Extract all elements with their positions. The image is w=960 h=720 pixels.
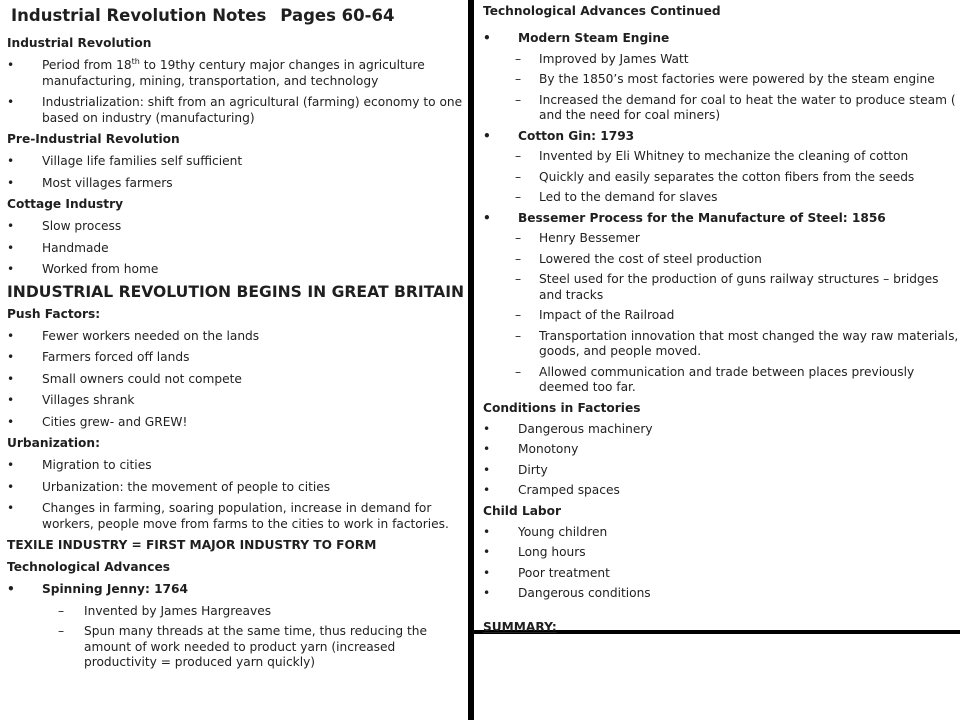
- dash-steam-item: – Increased the demand for coal to heat the water to produce steam ( and the need for coal miners): [483, 93, 960, 124]
- heading-conditions-factories: Conditions in Factories: [483, 400, 641, 415]
- heading-industrial-revolution: Industrial Revolution: [7, 36, 152, 50]
- bullet-conditions-item: • Cramped spaces: [483, 483, 960, 499]
- heading-pre-industrial: Pre-Industrial Revolution: [7, 132, 180, 146]
- bullet-conditions-item: • Dangerous machinery: [483, 422, 960, 438]
- heading-push-factors: Push Factors:: [7, 306, 101, 321]
- heading-child-labor: Child Labor: [483, 503, 562, 518]
- dash-gin-item: – Quickly and easily separates the cotton fibers from the seeds: [483, 170, 960, 186]
- pages-reference: Pages 60-64: [280, 6, 395, 25]
- column-divider: [468, 0, 474, 720]
- dash-bessemer-item: – Henry Bessemer: [483, 231, 960, 247]
- ir-period-text: Period from 18: [42, 58, 132, 72]
- bullet-industrialization: • Industrialization: shift from an agricultural (farming) economy to one based on industry (manufacturing): [7, 95, 466, 126]
- bullet-cottage-item: • Handmade: [7, 241, 466, 257]
- dash-bessemer-item: – Allowed communication and trade between places previously deemed too far.: [483, 365, 960, 396]
- bullet-urban-item: • Changes in farming, soaring population, increase in demand for workers, people move from farms to the cities to work in factories.: [7, 501, 466, 532]
- bullet-child-item: • Poor treatment: [483, 566, 960, 582]
- bullet-urban-item: • Migration to cities: [7, 458, 466, 474]
- dash-bessemer-item: – Steel used for the production of guns railway structures – bridges and tracks: [483, 272, 960, 303]
- heading-great-britain: INDUSTRIAL REVOLUTION BEGINS IN GREAT BRITAIN: [7, 282, 465, 301]
- dash-steam-item: – By the 1850’s most factories were powered by the steam engine: [483, 72, 960, 88]
- bullet-pre-item: • Most villages farmers: [7, 176, 466, 192]
- bullet-conditions-item: • Dirty: [483, 463, 960, 479]
- summary-label: SUMMARY:: [483, 619, 557, 634]
- heading-cottage-industry: Cottage Industry: [7, 197, 124, 211]
- bullet-push-item: • Cities grew- and GREW!: [7, 415, 466, 431]
- page-title: [11, 6, 466, 25]
- dash-steam-item: – Improved by James Watt: [483, 52, 960, 68]
- right-column: [476, 0, 960, 634]
- bullet-conditions-item: • Monotony: [483, 442, 960, 458]
- heading-urbanization: Urbanization:: [7, 436, 100, 450]
- bullet-push-item: • Fewer workers needed on the lands: [7, 329, 466, 345]
- dash-jenny-item: – Invented by James Hargreaves: [7, 604, 466, 620]
- bullet-cottage-item: • Worked from home: [7, 262, 466, 278]
- dash-bessemer-item: – Lowered the cost of steel production: [483, 252, 960, 268]
- dash-gin-item: – Invented by Eli Whitney to mechanize the cleaning of cotton: [483, 149, 960, 165]
- bullet-urban-item: • Urbanization: the movement of people to cities: [7, 480, 466, 496]
- heading-technological-advances: Technological Advances: [7, 560, 170, 574]
- bullet-bessemer-process: • Bessemer Process for the Manufacture of Steel: 1856: [483, 211, 960, 227]
- heading-textile-industry: TEXILE INDUSTRY = FIRST MAJOR INDUSTRY TO FORM: [7, 538, 377, 552]
- bullet-push-item: • Farmers forced off lands: [7, 350, 466, 366]
- bullet-cottage-item: • Slow process: [7, 219, 466, 235]
- dash-gin-item: – Led to the demand for slaves: [483, 190, 960, 206]
- bullet-child-item: • Long hours: [483, 545, 960, 561]
- bullet-cotton-gin: • Cotton Gin: 1793: [483, 129, 960, 145]
- ir-period-text-rest: to 19thy century major changes in agriculture manufacturing, mining, transportation, and technology: [42, 58, 425, 88]
- bullet-push-item: • Small owners could not compete: [7, 372, 466, 388]
- bullet-push-item: • Villages shrank: [7, 393, 466, 409]
- title-text: Industrial Revolution Notes: [11, 6, 267, 25]
- dash-jenny-item: – Spun many threads at the same time, thus reducing the amount of work needed to product yarn (increased productivity = produced yarn quickly): [7, 624, 466, 671]
- bullet-child-item: • Young children: [483, 525, 960, 541]
- dash-bessemer-item: – Impact of the Railroad: [483, 308, 960, 324]
- bullet-ir-period: [7, 58, 466, 89]
- bullet-spinning-jenny: • Spinning Jenny: 1764: [7, 582, 466, 598]
- left-column: [0, 0, 466, 676]
- ir-period-superscript: th: [131, 56, 140, 66]
- bullet-steam-engine: • Modern Steam Engine: [483, 31, 960, 47]
- dash-bessemer-item: – Transportation innovation that most changed the way raw materials, goods, and people moved.: [483, 329, 960, 360]
- right-title: Technological Advances Continued: [483, 4, 721, 18]
- bullet-pre-item: • Village life families self sufficient: [7, 154, 466, 170]
- bullet-child-item: • Dangerous conditions: [483, 586, 960, 602]
